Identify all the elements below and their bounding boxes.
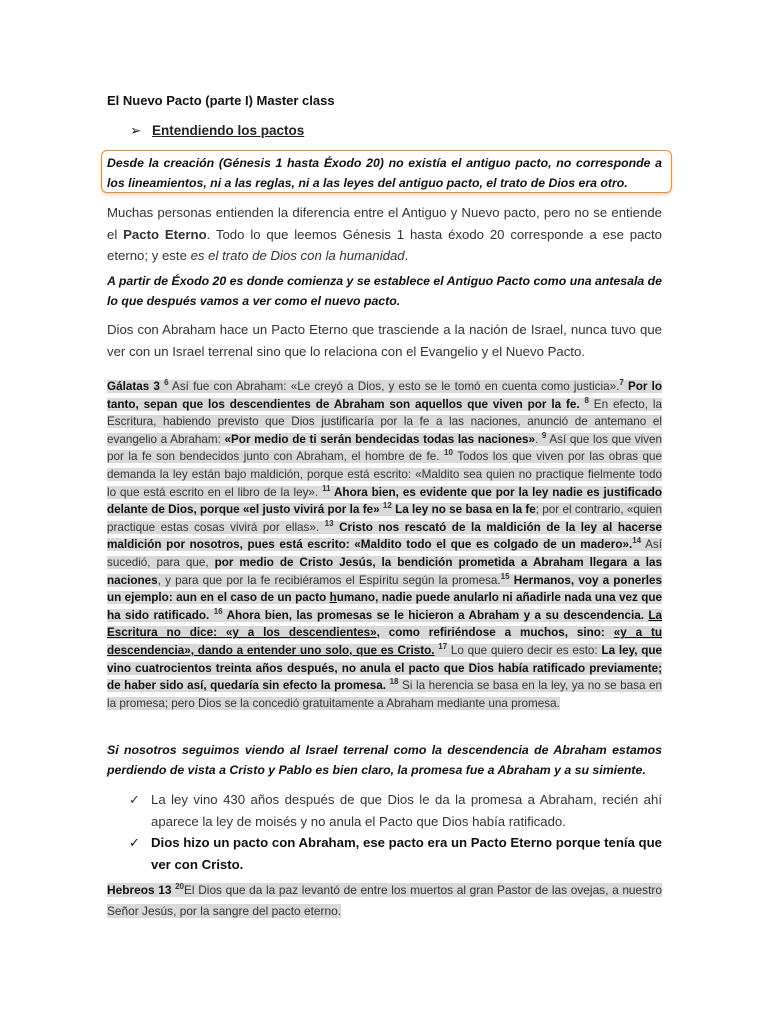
checkmark-icon: ✓: [129, 835, 140, 850]
hebreos-reference: Hebreos 13: [107, 883, 172, 897]
hebreos-quote: Hebreos 13 $^{20}$El Dios que da la paz levantó de entre los muertos al gran Pastor de las ovejas, a nuestro Señor Jesús, por la sangre del pacto eterno.: [107, 882, 662, 918]
paragraph-pacto-eterno: Muchas personas entienden la diferencia entre el Antiguo y Nuevo pacto, pero no se entiende el Pacto Eterno. Todo lo que leemos Génesis 1 hasta éxodo 20 corresponde a ese pacto eterno; y este es el trato de Dios con la humanidad.: [107, 205, 663, 263]
document-title: El Nuevo Pacto (parte I) Master class: [107, 93, 335, 108]
key-points-list: [129, 789, 662, 875]
paragraph-exodo-20: A partir de Éxodo 20 es donde comienza y se establece el Antiguo Pacto como una antesala de lo que después vamos a ver como el nuevo pacto.: [107, 274, 662, 308]
list-item-text: Dios hizo un pacto con Abraham, ese pacto era un Pacto Eterno porque tenía que ver con Cristo.: [151, 835, 662, 872]
section-heading-label: Entendiendo los pactos: [152, 123, 305, 138]
pacto-eterno-term: Pacto Eterno: [123, 226, 207, 242]
arrow-bullet-icon: ➢: [130, 123, 142, 138]
paragraph-descendencia: Si nosotros seguimos viendo al Israel terrenal como la descendencia de Abraham estamos perdiendo de vista a Cristo y Pablo es bien claro, la promesa fue a Abraham y a su simiente.: [107, 743, 662, 777]
section-heading: [130, 123, 685, 139]
list-item-text: La ley vino 430 años después de que Dios le da la promesa a Abraham, recién ahí aparece la ley de moisés y no anula el Pacto que Dios había ratificado.: [151, 792, 662, 829]
list-item: [129, 832, 662, 875]
paragraph-abraham: Dios con Abraham hace un Pacto Eterno que trasciende a la nación de Israel, nunca tuvo que ver con un Israel terrenal sino que lo relaciona con el Evangelio y el Nuevo Pacto.: [107, 322, 662, 359]
galatas-quote: Gálatas 3 $^6$ Así fue con Abraham: «Le creyó a Dios, y esto se le tomó en cuenta como justicia».$^7$ Por lo tanto, sepan que los descendientes de Abraham son aquellos que viven por la fe. $^8$ En efecto, la Escritura, habiendo previsto que Dios justificaría por la fe a las naciones, anunció de antemano el evangelio a Abraham: «Por medio de ti serán bendecidas todas las naciones». $^9$ Así que los que viven por la fe son bendecidos junto con Abraham, el hombre de fe. $^{10}$ Todos los que viven por las obras que demanda la ley están bajo maldición, porque está escrito: «Maldito sea quien no practique fielmente todo lo que está escrito en el libro de la ley». $^{11}$ Ahora bien, es evidente que por la ley nadie es justificado delante de Dios, porque «el justo vivirá por la fe» $^{12}$ La ley no se basa en la fe; por el contrario, «quien practique estas cosas vivirá por ellas». $^{13}$ Cristo nos rescató de la maldición de la ley al hacerse maldición por nosotros, pues está escrito: «Maldito todo el que es colgado de un madero».$^{14}$ Así sucedió, para que, por medio de Cristo Jesús, la bendición prometida a Abraham llegara a las naciones, y para que por la fe recibiéramos el Espíritu según la promesa.$^{15}$ Hermanos, voy a ponerles un ejemplo: aun en el caso de un pacto humano, nadie puede anularlo ni añadirle nada una vez que ha sido ratificado. $^{16}$ Ahora bien, las promesas se le hicieron a Abraham y a su descendencia. La Escritura no dice: «y a los descendientes», como refiriéndose a muchos, sino: «y a tu descendencia», dando a entender uno solo, que es Cristo. $^{17}$ Lo que quiero decir es esto: La ley, que vino cuatrocientos treinta años después, no anula el pacto que Dios había ratificado previamente; de haber sido así, quedaría sin efecto la promesa. $^{18}$ Si la herencia se basa en la ley, ya no se basa en la promesa; pero Dios se la concedió gratuitamente a Abraham mediante una promesa.: [107, 378, 663, 710]
checkmark-icon: ✓: [129, 792, 140, 807]
list-item: [129, 789, 662, 832]
galatas-reference: Gálatas 3: [107, 380, 160, 393]
callout-text: Desde la creación (Génesis 1 hasta Éxodo 20) no existía el antiguo pacto, no corresponde a los lineamientos, ni a las reglas, ni a las leyes del antiguo pacto, el trato de Dios era otro.: [107, 156, 662, 190]
